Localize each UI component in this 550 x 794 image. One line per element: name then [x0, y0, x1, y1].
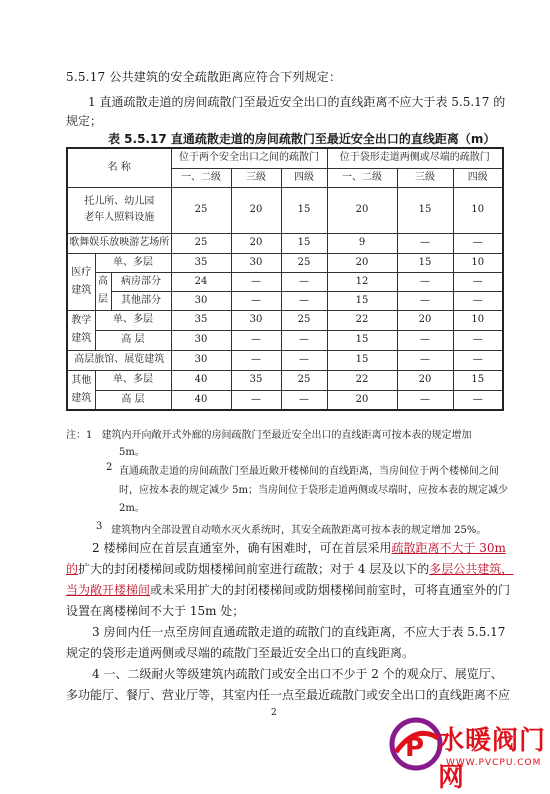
- value-cell: 30: [171, 291, 231, 310]
- item1-line2: 规定；: [66, 114, 103, 128]
- value-cell: —: [231, 390, 281, 410]
- distance-table: [66, 147, 504, 411]
- value-cell: —: [397, 330, 453, 350]
- value-cell: —: [231, 330, 281, 350]
- highlight-text: 的: [66, 562, 79, 576]
- value-cell: 15: [397, 253, 453, 272]
- value-cell: 20: [231, 233, 281, 253]
- note-prefix: 注：1: [66, 430, 93, 441]
- value-cell: 15: [281, 187, 327, 233]
- value-cell: 30: [171, 330, 231, 350]
- value-cell: 10: [453, 187, 503, 233]
- value-cell: 30: [231, 310, 281, 330]
- header-name: 名 称: [67, 148, 171, 187]
- sub-label: 高 层: [95, 330, 171, 350]
- value-cell: —: [397, 272, 453, 291]
- note-text: 时，应按本表的规定减少 5m；当房间位于袋形走道两侧或尽端时，应按本表的规定减少: [119, 485, 509, 496]
- value-cell: 10: [453, 310, 503, 330]
- table-row: [67, 291, 503, 310]
- note-text: 建筑物内全部设置自动喷水灭火系统时，其安全疏散距离可按本表的规定增加 25%。: [111, 525, 487, 536]
- value-cell: —: [453, 390, 503, 410]
- table-row: [67, 350, 503, 370]
- item1-line1: 1 直通疏散走道的房间疏散门至最近安全出口的直线距离不应大于表 5.5.17 的: [88, 95, 506, 109]
- value-cell: 20: [327, 253, 397, 272]
- value-cell: 25: [171, 187, 231, 233]
- group-label-line: 教学: [71, 315, 92, 326]
- level-cell: 一、二级: [171, 168, 231, 187]
- gao-label-line: 高: [98, 276, 108, 287]
- group-label: [67, 253, 95, 310]
- value-cell: 30: [231, 253, 281, 272]
- value-cell: 25: [281, 370, 327, 390]
- para-text: 或未采用扩大的封闭楼梯间或防烟楼梯间前室时，可将直通室外的门: [150, 583, 511, 597]
- value-cell: 22: [327, 370, 397, 390]
- value-cell: 9: [327, 233, 397, 253]
- table-row: [67, 330, 503, 350]
- value-cell: 10: [453, 253, 503, 272]
- group-label-line: 医疗: [71, 266, 92, 278]
- para2-line2: [66, 559, 513, 580]
- row-name-line: 托儿所、幼儿园: [84, 196, 155, 207]
- group-label: [67, 310, 95, 350]
- highlight-text: 当为敞开楼梯间: [66, 583, 151, 597]
- table-row: [67, 370, 503, 390]
- group-label-line: 建筑: [71, 392, 92, 404]
- highlight-text: 疏散距离不大于 30m: [391, 541, 506, 555]
- svg-text:P: P: [405, 733, 425, 763]
- value-cell: —: [397, 233, 453, 253]
- watermark-name: 水暖阀门网: [438, 726, 547, 793]
- value-cell: 12: [327, 272, 397, 291]
- value-cell: —: [231, 350, 281, 370]
- value-cell: 20: [397, 310, 453, 330]
- value-cell: —: [453, 350, 503, 370]
- row-name-line: 老年人照料设施: [84, 212, 155, 223]
- watermark-logo: [388, 712, 548, 793]
- table-row: [67, 253, 503, 272]
- value-cell: —: [397, 291, 453, 310]
- note-text: 建筑内开向敞开式外廊的房间疏散门至最近安全出口的直线距离可按本表的规定增加: [101, 430, 472, 441]
- value-cell: 25: [171, 233, 231, 253]
- group-label: [67, 370, 95, 410]
- sub-label: 单、多层: [95, 370, 171, 390]
- table-row: [67, 390, 503, 410]
- section-heading: 5.5.17 公共建筑的安全疏散距离应符合下列规定：: [66, 70, 342, 84]
- para4-line1: 4 一、二级耐火等级建筑内疏散门或安全出口不少于 2 个的观众厅、展览厅、: [92, 667, 503, 681]
- value-cell: —: [231, 272, 281, 291]
- para-text: 扩大的封闭楼梯间或防烟楼梯间前室进行疏散；对于 4 层及以下的: [78, 562, 430, 576]
- value-cell: 30: [171, 350, 231, 370]
- value-cell: 15: [281, 233, 327, 253]
- group-label-line: 其他: [71, 374, 92, 386]
- value-cell: 20: [327, 187, 397, 233]
- table-row: [67, 233, 503, 253]
- row-name: [67, 187, 171, 233]
- value-cell: 15: [327, 330, 397, 350]
- value-cell: 20: [397, 370, 453, 390]
- page-number: 2: [271, 708, 277, 718]
- group-label-line: 建筑: [71, 333, 92, 344]
- note-text: 5m。: [119, 447, 145, 458]
- gao-label: [95, 272, 111, 310]
- sub-label: 高 层: [95, 390, 171, 410]
- row-name: 高层旅馆、展览建筑: [67, 350, 171, 370]
- value-cell: —: [453, 291, 503, 310]
- value-cell: 20: [327, 390, 397, 410]
- value-cell: 35: [231, 370, 281, 390]
- table-row: [67, 310, 503, 330]
- para2-line3: [66, 580, 510, 601]
- sub-label: 其他部分: [111, 291, 171, 310]
- value-cell: 40: [171, 370, 231, 390]
- value-cell: —: [453, 233, 503, 253]
- sub-label: 病房部分: [111, 272, 171, 291]
- level-cell: 一、二级: [327, 168, 397, 187]
- value-cell: 35: [171, 310, 231, 330]
- header-group1: 位于两个安全出口之间的疏散门: [171, 148, 327, 168]
- gao-label-line: 层: [98, 294, 108, 305]
- value-cell: —: [281, 390, 327, 410]
- note-text: 2m。: [119, 503, 145, 514]
- value-cell: 24: [171, 272, 231, 291]
- value-cell: 15: [397, 187, 453, 233]
- table-row: [67, 272, 503, 291]
- note-text: 直通疏散走道的房间疏散门至最近敞开楼梯间的直线距离，当房间位于两个楼梯间之间: [119, 466, 499, 477]
- value-cell: —: [397, 350, 453, 370]
- header-group2: 位于袋形走道两侧或尽端的疏散门: [327, 148, 503, 168]
- value-cell: 22: [327, 310, 397, 330]
- value-cell: —: [397, 390, 453, 410]
- row-name: 歌舞娱乐放映游艺场所: [67, 233, 171, 253]
- logo-emblem-icon: [388, 716, 444, 772]
- para2-line4: 设置在离楼梯间不大于 15m 处；: [66, 604, 245, 618]
- level-cell: 四级: [281, 168, 327, 187]
- value-cell: 25: [281, 310, 327, 330]
- value-cell: —: [281, 330, 327, 350]
- highlight-text: 多层公共建筑，: [429, 562, 514, 576]
- value-cell: 15: [327, 350, 397, 370]
- group-label-line: 建筑: [71, 284, 92, 296]
- sub-label: 单、多层: [95, 310, 171, 330]
- watermark-url: WWW.PVCPU.COM: [446, 758, 542, 768]
- value-cell: —: [453, 330, 503, 350]
- sub-label: 单、多层: [95, 253, 171, 272]
- value-cell: —: [453, 272, 503, 291]
- level-cell: 三级: [397, 168, 453, 187]
- para3-line1: 3 房间内任一点至房间直通疏散走道的疏散门的直线距离，不应大于表 5.5.17: [92, 625, 506, 639]
- value-cell: 35: [171, 253, 231, 272]
- note-1: [66, 426, 472, 441]
- value-cell: —: [281, 272, 327, 291]
- note-number: 2: [106, 462, 113, 473]
- value-cell: 15: [453, 370, 503, 390]
- table-caption: 表 5.5.17 直通疏散走道的房间疏散门至最近安全出口的直线距离（m）: [108, 132, 496, 146]
- level-cell: 三级: [231, 168, 281, 187]
- level-cell: 四级: [453, 168, 503, 187]
- value-cell: 20: [231, 187, 281, 233]
- para4-line2: 多功能厅、餐厅、营业厅等，其室内任一点至最近疏散门或安全出口的直线距离不应: [66, 688, 511, 702]
- para-text: 2 楼梯间应在首层直通室外，确有困难时，可在首层采用: [92, 541, 392, 555]
- value-cell: 40: [171, 390, 231, 410]
- note-number: 3: [96, 521, 103, 532]
- table-row: [67, 187, 503, 233]
- value-cell: —: [231, 291, 281, 310]
- para3-line2: 规定的袋形走道两侧或尽端的疏散门至最近安全出口的直线距离。: [66, 646, 415, 660]
- para2-line1: [92, 538, 506, 559]
- value-cell: 15: [327, 291, 397, 310]
- value-cell: —: [281, 291, 327, 310]
- value-cell: —: [281, 350, 327, 370]
- value-cell: 25: [281, 253, 327, 272]
